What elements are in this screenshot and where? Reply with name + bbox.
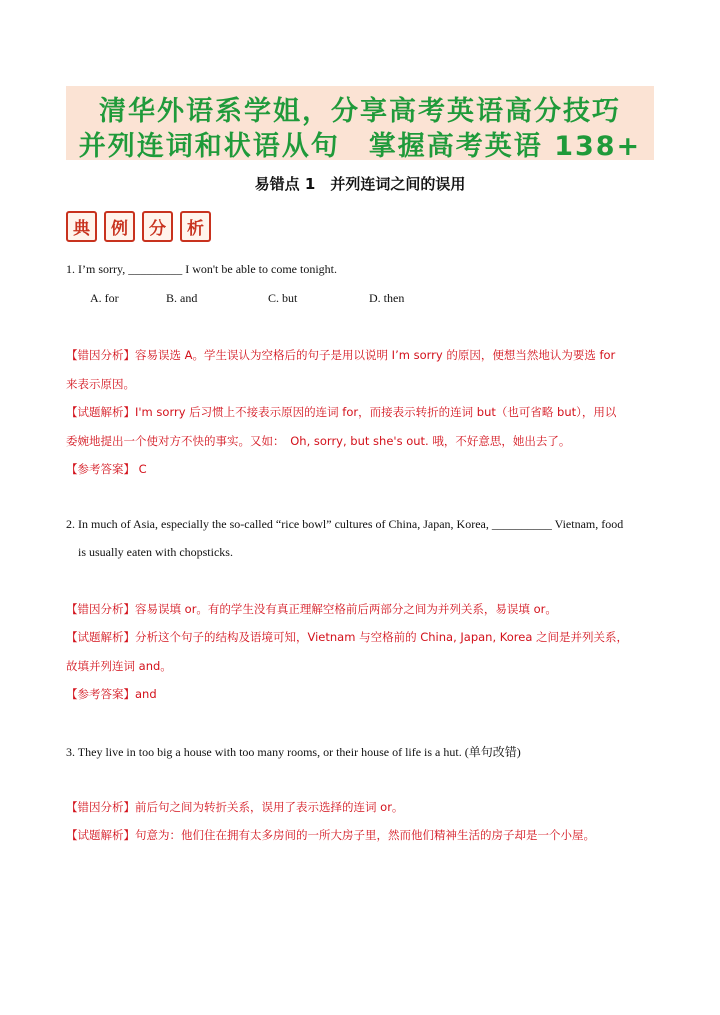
q1-option-d: D. then (369, 291, 405, 305)
q1-error-analysis-cont: 来表示原因。 (66, 377, 135, 391)
q1-option-b: B. and (166, 291, 198, 305)
q2-error-analysis: 【错因分析】容易误填 or。有的学生没有真正理解空格前后两部分之间为并列关系，易误填 or。 (66, 602, 557, 616)
title-banner (66, 86, 654, 160)
question-3-stem: 3. They live in too big a house with too many rooms, or their house of life is a hut. (单句改错) (66, 745, 521, 759)
banner-title-line-2: 并列连词和状语从句 掌握高考英语 138+ (78, 131, 642, 162)
q2-explanation-cont: 故填并列连词 and。 (66, 659, 172, 673)
banner-title-line-1: 清华外语系学姐，分享高考英语高分技巧 (99, 96, 621, 127)
q2-explanation: 【试题解析】分析这个句子的结构及语境可知，Vietnam 与空格前的 China, Japan, Korea 之间是并列关系， (66, 630, 629, 644)
question-1-stem: 1. I’m sorry, _________ I won't be able to come tonight. (66, 262, 338, 276)
section-title: 易错点 1 并列连词之间的误用 (254, 175, 466, 193)
q2-answer: 【参考答案】and (66, 687, 157, 701)
q1-option-c: C. but (268, 291, 298, 305)
question-2-stem-cont: is usually eaten with chopsticks. (78, 545, 233, 559)
q3-explanation: 【试题解析】句意为：他们住在拥有太多房间的一所大房子里，然而他们精神生活的房子却是一个小屋。 (66, 828, 595, 842)
q1-explanation-cont: 委婉地提出一个使对方不快的事实。又如： Oh, sorry, but she's out. 哦，不好意思，她出去了。 (66, 434, 571, 448)
stamp-char-2: 例 (104, 211, 135, 242)
q1-error-analysis: 【错因分析】容易误选 A。学生误认为空格后的句子是用以说明 I’m sorry 的原因，便想当然地认为要选 for (66, 348, 616, 362)
stamp-char-3: 分 (142, 211, 173, 242)
example-analysis-stamps (66, 211, 218, 241)
q1-option-a: A. for (90, 291, 119, 305)
question-2-stem: 2. In much of Asia, especially the so-called “rice bowl” cultures of China, Japan, Korea, __________ Vietnam, food (66, 517, 624, 531)
q1-explanation: 【试题解析】I'm sorry 后习惯上不接表示原因的连词 for，而接表示转折的连词 but（也可省略 but），用以 (66, 405, 617, 419)
stamp-char-4: 析 (180, 211, 211, 242)
q3-error-analysis: 【错因分析】前后句之间为转折关系，误用了表示选择的连词 or。 (66, 800, 404, 814)
stamp-char-1: 典 (66, 211, 97, 242)
q1-answer: 【参考答案】 C (66, 462, 147, 476)
